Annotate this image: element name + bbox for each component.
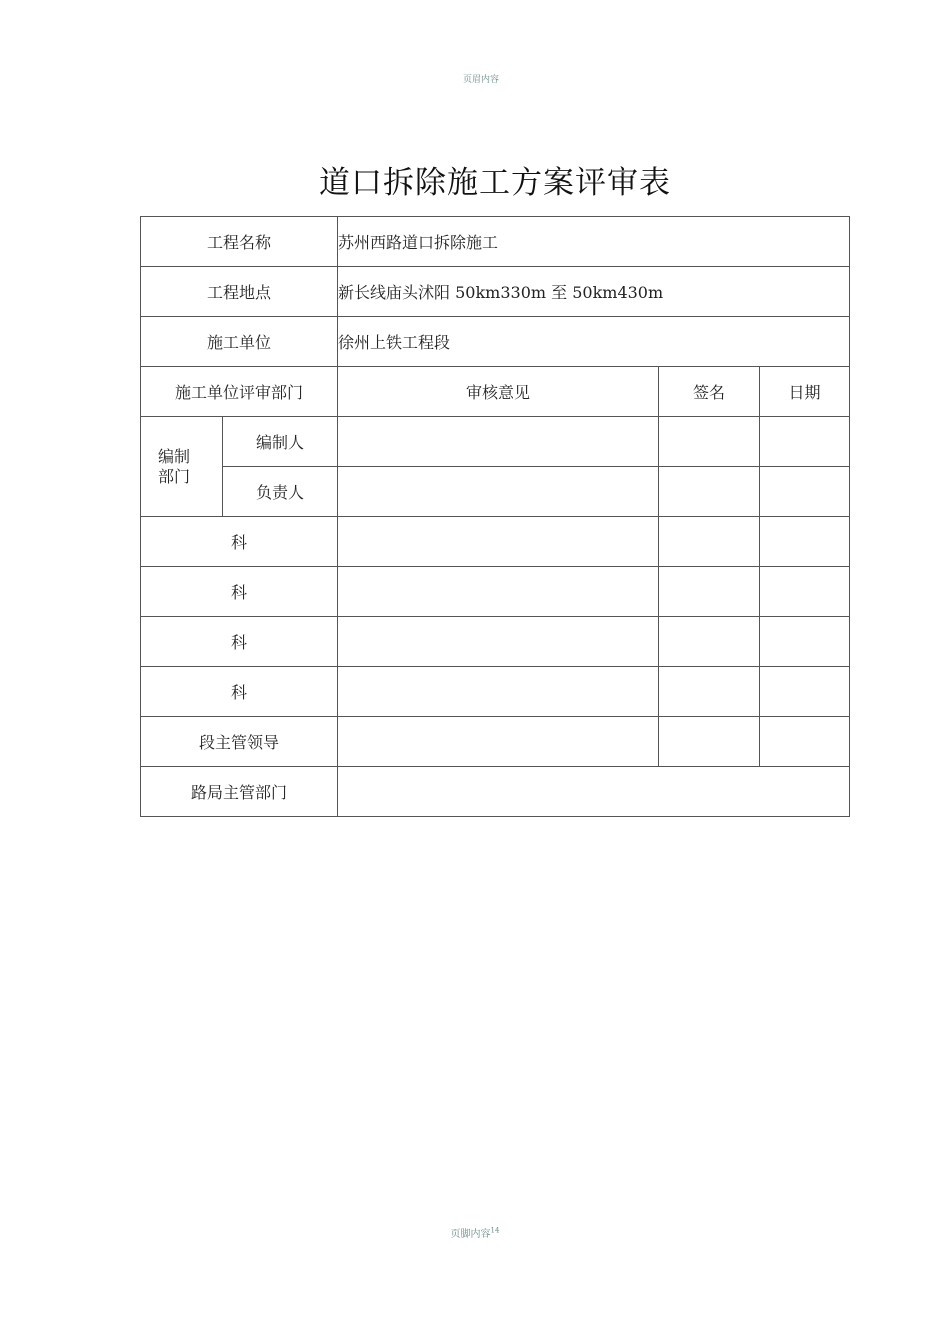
project-location-label: 工程地点 — [141, 267, 338, 317]
project-name-label: 工程名称 — [141, 217, 338, 267]
col-date: 日期 — [760, 367, 850, 417]
compiler-signature-cell[interactable] — [659, 417, 760, 467]
section-row — [141, 517, 850, 567]
section-label: 科 — [141, 667, 338, 717]
section-date-cell[interactable] — [760, 567, 850, 617]
project-location-row — [141, 267, 850, 317]
bureau-dept-row — [141, 767, 850, 817]
section-opinion-cell[interactable] — [338, 517, 659, 567]
segment-leader-signature-cell[interactable] — [659, 717, 760, 767]
section-signature-cell[interactable] — [659, 617, 760, 667]
compiler-date-cell[interactable] — [760, 417, 850, 467]
section-row — [141, 567, 850, 617]
responsible-row — [141, 467, 850, 517]
segment-leader-date-cell[interactable] — [760, 717, 850, 767]
document-title: 道口拆除施工方案评审表 — [319, 165, 671, 201]
compiler-label: 编制人 — [223, 417, 338, 467]
responsible-label: 负责人 — [223, 467, 338, 517]
section-label: 科 — [141, 567, 338, 617]
segment-leader-opinion-cell[interactable] — [338, 717, 659, 767]
project-name-row — [141, 217, 850, 267]
section-date-cell[interactable] — [760, 517, 850, 567]
section-label: 科 — [141, 617, 338, 667]
responsible-date-cell[interactable] — [760, 467, 850, 517]
section-opinion-cell[interactable] — [338, 617, 659, 667]
construction-unit-row — [141, 317, 850, 367]
section-row — [141, 667, 850, 717]
construction-unit-label: 施工单位 — [141, 317, 338, 367]
responsible-signature-cell[interactable] — [659, 467, 760, 517]
segment-leader-row — [141, 717, 850, 767]
section-date-cell[interactable] — [760, 667, 850, 717]
section-signature-cell[interactable] — [659, 517, 760, 567]
section-date-cell[interactable] — [760, 617, 850, 667]
bureau-dept-label: 路局主管部门 — [141, 767, 338, 817]
project-name-value: 苏州西路道口拆除施工 — [338, 217, 850, 267]
compiler-row — [141, 417, 850, 467]
col-review-dept: 施工单位评审部门 — [141, 367, 338, 417]
review-form-table — [140, 216, 850, 817]
page-footer — [0, 1225, 950, 1240]
section-row — [141, 617, 850, 667]
column-header-row — [141, 367, 850, 417]
section-label: 科 — [141, 517, 338, 567]
bureau-dept-opinion-cell[interactable] — [338, 767, 850, 817]
col-opinion: 审核意见 — [338, 367, 659, 417]
segment-leader-label: 段主管领导 — [141, 717, 338, 767]
page-header: 页眉内容 — [463, 75, 500, 85]
section-signature-cell[interactable] — [659, 567, 760, 617]
section-opinion-cell[interactable] — [338, 567, 659, 617]
compiler-opinion-cell[interactable] — [338, 417, 659, 467]
section-signature-cell[interactable] — [659, 667, 760, 717]
footer-text: 页脚内容 — [450, 1229, 491, 1240]
compile-dept-label: 编制部门 — [141, 417, 223, 517]
col-signature: 签名 — [659, 367, 760, 417]
project-location-value: 新长线庙头沭阳 50km330m 至 50km430m — [338, 267, 850, 317]
responsible-opinion-cell[interactable] — [338, 467, 659, 517]
construction-unit-value: 徐州上铁工程段 — [338, 317, 850, 367]
page-number: 14 — [490, 1226, 500, 1235]
section-opinion-cell[interactable] — [338, 667, 659, 717]
